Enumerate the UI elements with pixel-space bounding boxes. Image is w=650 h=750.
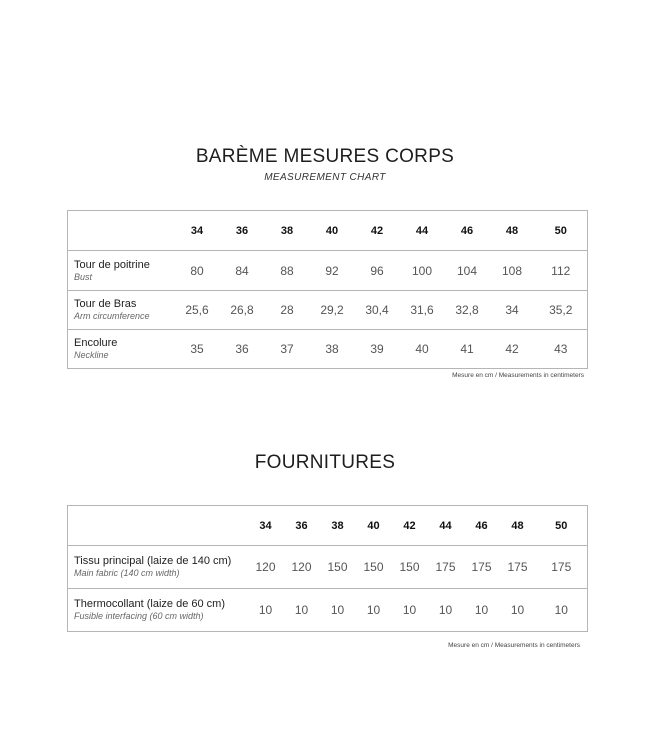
table-row-arm [68,291,588,330]
table-cell: 10 [438,603,453,617]
measurement-chart-subtitle: MEASUREMENT CHART [264,172,386,183]
measurement-chart-title: BARÈME MESURES CORPS [195,146,455,167]
measurement-header-row [68,211,588,251]
table-cell: 37 [280,342,294,356]
measurement-chart-table [67,210,588,369]
measurement-unit-note: Mesure en cm / Measurements in centimeters [452,372,584,379]
table-cell: 150 [363,560,384,574]
table-cell: 84 [235,263,249,278]
fournitures-title: FOURNITURES [254,452,396,473]
table-cell: 30,4 [365,303,389,317]
row-label [68,546,248,589]
size-header: 42 [392,506,428,546]
row-label-en: Neckline [74,350,109,360]
size-header: 48 [500,506,536,546]
size-header: 38 [320,506,356,546]
size-header: 40 [310,211,355,251]
table-cell: 112 [551,263,571,278]
row-label-fr: Thermocollant (laize de 60 cm) [74,598,226,610]
table-cell: 32,8 [455,303,479,317]
table-cell: 175 [435,560,456,574]
table-cell: 80 [190,263,204,278]
table-cell: 35,2 [549,303,573,317]
size-header: 36 [220,211,265,251]
table-cell: 10 [554,603,568,617]
table-row-main-fabric [68,546,588,589]
fournitures-unit-note: Mesure en cm / Measurements in centimeters [448,642,580,649]
table-cell: 150 [399,560,420,574]
size-header: 42 [355,211,400,251]
size-header: 50 [536,506,588,546]
table-cell: 88 [280,263,294,278]
table-cell: 175 [507,560,528,574]
table-cell: 40 [415,342,429,356]
table-cell: 26,8 [230,303,254,317]
table-cell: 10 [366,603,381,617]
size-header: 40 [356,506,392,546]
row-label [68,291,175,330]
table-cell: 10 [474,603,489,617]
table-cell: 42 [505,342,519,356]
fournitures-header-row [68,506,588,546]
header-empty-cell [68,211,175,251]
table-cell: 10 [294,603,309,617]
size-header: 46 [445,211,490,251]
table-cell: 35 [190,342,204,356]
table-cell: 10 [510,603,525,617]
table-cell: 108 [501,263,523,278]
size-header: 34 [248,506,284,546]
table-cell: 25,6 [185,303,209,317]
table-row-neckline [68,330,588,369]
table-cell: 34 [505,303,519,317]
table-cell: 38 [325,342,339,356]
fournitures-table [67,505,588,632]
size-header: 48 [490,211,535,251]
table-cell: 43 [554,342,568,356]
row-label-fr: Encolure [74,337,118,349]
table-cell: 41 [460,342,474,356]
table-cell: 96 [370,263,384,278]
row-label-en: Fusible interfacing (60 cm width) [74,611,204,621]
row-label-en: Bust [74,271,93,282]
table-cell: 150 [327,560,348,574]
table-cell: 10 [258,603,273,617]
table-cell: 100 [411,263,433,278]
table-cell: 92 [325,263,339,278]
row-label-en: Arm circumference [74,311,150,321]
table-cell: 10 [330,603,345,617]
row-label-en: Main fabric (140 cm width) [74,568,180,578]
size-header: 36 [284,506,320,546]
table-cell: 36 [235,342,249,356]
size-header: 44 [428,506,464,546]
table-cell: 175 [471,560,492,574]
size-header: 46 [464,506,500,546]
row-label [68,330,175,369]
size-header: 34 [175,211,220,251]
table-cell: 31,6 [410,303,434,317]
table-cell: 10 [402,603,417,617]
row-label-fr: Tissu principal (laize de 140 cm) [74,555,232,567]
row-label [68,251,175,291]
table-cell: 28 [280,303,294,317]
table-cell: 104 [456,263,478,278]
row-label-fr: Tour de poitrine [74,258,150,271]
table-cell: 175 [551,560,572,574]
table-cell: 39 [370,342,384,356]
header-empty-cell [68,506,248,546]
row-label [68,589,248,632]
size-header: 44 [400,211,445,251]
size-header: 38 [265,211,310,251]
table-cell: 29,2 [320,303,344,317]
table-cell: 120 [291,560,312,574]
table-cell: 120 [255,560,276,574]
row-label-fr: Tour de Bras [74,298,137,310]
table-row-bust [68,251,588,291]
size-header: 50 [535,211,588,251]
table-row-interfacing [68,589,588,632]
